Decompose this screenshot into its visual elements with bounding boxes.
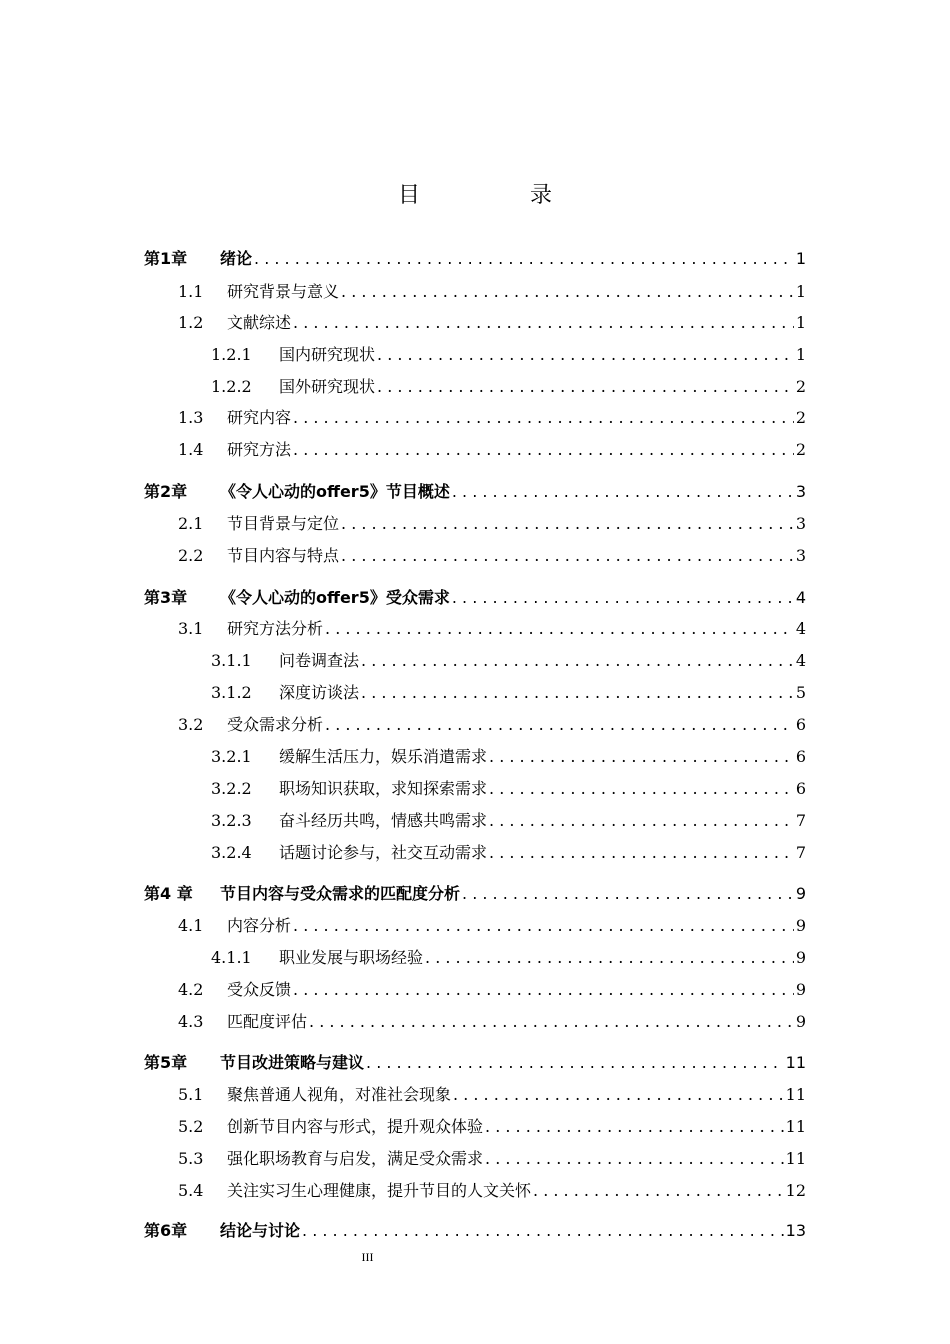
toc-entry-title: 聚焦普通人视角，对准社会现象 <box>227 1085 452 1104</box>
toc-entry-number: 3.2.4 <box>211 843 252 862</box>
toc-entry[interactable] <box>178 439 806 461</box>
toc-entry-number: 1.2.2 <box>211 377 252 396</box>
toc-entry[interactable] <box>144 1052 806 1074</box>
toc-entry-page: 6 <box>795 779 806 798</box>
toc-entry-number: 第5章 <box>144 1053 188 1072</box>
dot-leader <box>293 979 794 1001</box>
toc-entry[interactable] <box>211 778 806 800</box>
dot-leader <box>485 1116 784 1138</box>
dot-leader <box>361 650 794 672</box>
toc-entry-number: 4.1.1 <box>211 948 252 967</box>
toc-entry-page: 12 <box>785 1181 806 1200</box>
toc-entry-number: 2.1 <box>178 514 204 533</box>
toc-entry-number: 5.2 <box>178 1117 204 1136</box>
dot-leader <box>452 587 794 609</box>
toc-entry-title: 缓解生活压力，娱乐消遣需求 <box>279 747 488 766</box>
toc-entry-title: 职场知识获取，求知探索需求 <box>279 779 488 798</box>
toc-entry[interactable] <box>144 1220 806 1242</box>
dot-leader <box>489 778 794 800</box>
toc-entry-page: 6 <box>795 715 806 734</box>
dot-leader <box>293 407 794 429</box>
toc-entry-number: 4.3 <box>178 1012 204 1031</box>
toc-entry-title: 《令人心动的offer5》受众需求 <box>220 588 450 607</box>
toc-entry-number: 第4 章 <box>144 884 193 903</box>
toc-entry-page: 13 <box>785 1221 806 1240</box>
toc-entry-number: 1.3 <box>178 408 204 427</box>
toc-entry-title: 文献综述 <box>227 313 292 332</box>
toc-entry-page: 9 <box>795 948 806 967</box>
toc-entry-number: 1.2.1 <box>211 345 252 364</box>
toc-entry-number: 1.4 <box>178 440 204 459</box>
toc-entry-title: 节目内容与受众需求的匹配度分析 <box>220 884 461 903</box>
toc-entry-number: 1.2 <box>178 313 204 332</box>
toc-entry-number: 4.1 <box>178 916 204 935</box>
toc-entry[interactable] <box>211 376 806 398</box>
toc-entry-number: 4.2 <box>178 980 204 999</box>
dot-leader <box>302 1220 784 1242</box>
toc-entry-page: 9 <box>795 1012 806 1031</box>
toc-entry-title: 匹配度评估 <box>227 1012 308 1031</box>
toc-entry-title: 关注实习生心理健康，提升节目的人文关怀 <box>227 1181 532 1200</box>
toc-entry-title: 研究背景与意义 <box>227 282 340 301</box>
dot-leader <box>533 1180 784 1202</box>
dot-leader <box>341 513 794 535</box>
toc-entry-number: 第2章 <box>144 482 188 501</box>
toc-entry-title: 研究内容 <box>227 408 292 427</box>
toc-entry-number: 3.2.2 <box>211 779 252 798</box>
toc-entry[interactable] <box>178 407 806 429</box>
toc-entry[interactable] <box>178 1180 806 1202</box>
toc-entry-title: 奋斗经历共鸣，情感共鸣需求 <box>279 811 488 830</box>
toc-entry-number: 3.1 <box>178 619 204 638</box>
toc-entry-title: 绪论 <box>220 249 253 268</box>
toc-entry-page: 11 <box>785 1085 806 1104</box>
toc-entry-page: 7 <box>795 811 806 830</box>
dot-leader <box>341 281 794 303</box>
toc-entry[interactable] <box>211 947 806 969</box>
dot-leader <box>254 248 794 270</box>
toc-entry-page: 4 <box>795 619 806 638</box>
toc-entry[interactable] <box>178 312 806 334</box>
toc-entry-number: 2.2 <box>178 546 204 565</box>
toc-entry-title: 国外研究现状 <box>279 377 376 396</box>
toc-entry-number: 5.4 <box>178 1181 204 1200</box>
toc-entry-page: 4 <box>795 588 806 607</box>
dot-leader <box>489 746 794 768</box>
toc-entry[interactable] <box>211 344 806 366</box>
toc-entry-page: 2 <box>795 377 806 396</box>
toc-entry-page: 9 <box>795 980 806 999</box>
toc-entry-title: 《令人心动的offer5》节目概述 <box>220 482 450 501</box>
dot-leader <box>325 714 794 736</box>
toc-entry-title: 强化职场教育与启发，满足受众需求 <box>227 1149 484 1168</box>
toc-entry-page: 4 <box>795 651 806 670</box>
toc-entry[interactable] <box>211 746 806 768</box>
toc-entry-number: 第3章 <box>144 588 188 607</box>
dot-leader <box>341 545 794 567</box>
toc-entry-page: 3 <box>795 482 806 501</box>
toc-entry-page: 11 <box>785 1117 806 1136</box>
toc-entry-number: 3.2 <box>178 715 204 734</box>
toc-entry-title: 节目改进策略与建议 <box>220 1053 365 1072</box>
toc-entry[interactable] <box>178 1148 806 1170</box>
toc-entry[interactable] <box>178 618 806 640</box>
dot-leader <box>293 915 794 937</box>
toc-entry-number: 3.2.1 <box>211 747 252 766</box>
toc-entry-number: 5.3 <box>178 1149 204 1168</box>
toc-entry[interactable] <box>211 682 806 704</box>
toc-entry-title: 国内研究现状 <box>279 345 376 364</box>
toc-entry-title: 职业发展与职场经验 <box>279 948 424 967</box>
dot-leader <box>377 344 794 366</box>
toc-entry[interactable] <box>178 513 806 535</box>
toc-entry-page: 5 <box>795 683 806 702</box>
toc-entry[interactable] <box>178 915 806 937</box>
toc-entry-title: 研究方法分析 <box>227 619 324 638</box>
dot-leader <box>377 376 794 398</box>
page-number: III <box>361 1250 374 1264</box>
toc-entry[interactable] <box>178 1011 806 1033</box>
toc-entry-title: 节目内容与特点 <box>227 546 340 565</box>
toc-entry-title: 结论与讨论 <box>220 1221 301 1240</box>
dot-leader <box>452 481 794 503</box>
dot-leader <box>366 1052 784 1074</box>
toc-entry-title: 内容分析 <box>227 916 292 935</box>
toc-entry-number: 3.1.2 <box>211 683 252 702</box>
toc-entry[interactable] <box>178 714 806 736</box>
toc-entry-page: 1 <box>795 249 806 268</box>
toc-entry[interactable] <box>178 1084 806 1106</box>
toc-entry-title: 受众需求分析 <box>227 715 324 734</box>
toc-entry[interactable] <box>211 810 806 832</box>
toc-entry[interactable] <box>144 587 806 609</box>
toc-entry-page: 3 <box>795 546 806 565</box>
toc-entry-page: 7 <box>795 843 806 862</box>
toc-entry-number: 5.1 <box>178 1085 204 1104</box>
toc-entry-page: 9 <box>795 884 806 903</box>
toc-entry[interactable] <box>178 281 806 303</box>
dot-leader <box>485 1148 784 1170</box>
toc-entry-number: 第6章 <box>144 1221 188 1240</box>
toc-entry[interactable] <box>178 1116 806 1138</box>
toc-entry-page: 11 <box>785 1149 806 1168</box>
toc-entry-number: 3.2.3 <box>211 811 252 830</box>
toc-entry-number: 3.1.1 <box>211 651 252 670</box>
dot-leader <box>453 1084 784 1106</box>
dot-leader <box>325 618 794 640</box>
toc-entry[interactable] <box>144 883 806 905</box>
toc-entry-page: 1 <box>795 345 806 364</box>
toc-entry-page: 2 <box>795 408 806 427</box>
dot-leader <box>293 439 794 461</box>
dot-leader <box>293 312 794 334</box>
toc-entry[interactable] <box>211 650 806 672</box>
dot-leader <box>462 883 794 905</box>
toc-entry-title: 研究方法 <box>227 440 292 459</box>
toc-entry-title: 深度访谈法 <box>279 683 360 702</box>
dot-leader <box>489 842 794 864</box>
toc-entry-page: 2 <box>795 440 806 459</box>
page-title: 目 录 <box>397 183 596 208</box>
toc-entry[interactable] <box>178 545 806 567</box>
toc-entry-title: 话题讨论参与，社交互动需求 <box>279 843 488 862</box>
toc-entry-page: 9 <box>795 916 806 935</box>
dot-leader <box>489 810 794 832</box>
dot-leader <box>425 947 794 969</box>
toc-entry-page: 1 <box>795 282 806 301</box>
toc-entry-title: 受众反馈 <box>227 980 292 999</box>
toc-entry[interactable] <box>178 979 806 1001</box>
dot-leader <box>309 1011 794 1033</box>
toc-entry[interactable] <box>144 248 806 270</box>
toc-entry-number: 1.1 <box>178 282 204 301</box>
toc-entry-page: 3 <box>795 514 806 533</box>
toc-entry-title: 节目背景与定位 <box>227 514 340 533</box>
toc-entry-title: 问卷调查法 <box>279 651 360 670</box>
toc-entry[interactable] <box>144 481 806 503</box>
toc-entry[interactable] <box>211 842 806 864</box>
toc-entry-title: 创新节目内容与形式，提升观众体验 <box>227 1117 484 1136</box>
toc-entry-page: 6 <box>795 747 806 766</box>
toc-entry-page: 1 <box>795 313 806 332</box>
dot-leader <box>361 682 794 704</box>
toc-entry-number: 第1章 <box>144 249 188 268</box>
toc-entry-page: 11 <box>785 1053 806 1072</box>
